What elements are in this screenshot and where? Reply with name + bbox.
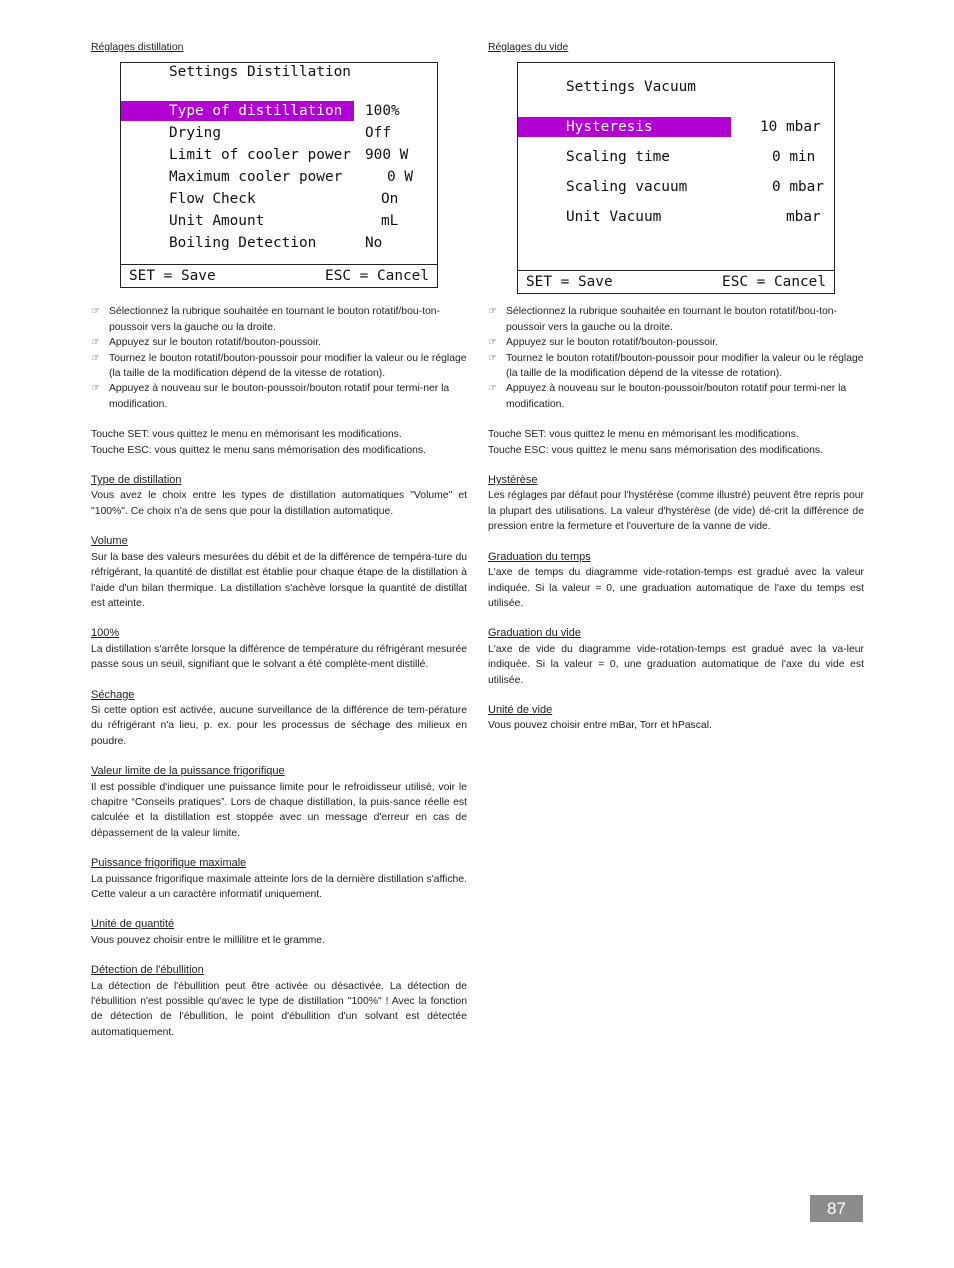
screen-title: Settings Distillation [169,64,351,81]
list-item: ☞ Sélectionnez la rubrique souhaitée en tournant le bouton rotatif/bou-ton-poussoir vers la gauche ou la droite. [91,306,440,333]
section-text: L'axe de vide du diagramme vide-rotation-temps est gradué avec la va-leur indiquée. Si la valeur = 0, une graduation automatique de l'axe du vide est utilisée. [488,643,864,686]
left-heading: Réglages distillation [91,42,184,53]
pointing-hand-icon: ☞ [91,306,100,318]
section-text: La puissance frigorifique maximale atteinte lors de la dernière distillation s'affiche. Cette valeur a un caractère informatif uniquement. [91,873,467,900]
menu-row-scaling-time[interactable] [518,147,834,167]
list-item: ☞ Sélectionnez la rubrique souhaitée en tournant le bouton rotatif/bou-ton-poussoir vers la gauche ou la droite. [488,306,837,333]
section-title: 100% [91,627,120,640]
pointing-hand-icon: ☞ [91,383,100,395]
section-title: Graduation du temps [488,550,591,563]
section-limit-cooler-power [91,764,467,841]
section-text: La distillation s'arrête lorsque la différence de température du réfrigérant mesurée passe sous un seuil, signifiant que le solvant a été complète-ment distillé. [91,643,467,671]
menu-row-unit-amount[interactable] [121,211,437,231]
instruction-list [91,304,467,412]
menu-row-label: Hysteresis [566,119,653,136]
menu-row-label: Type of distillation [169,103,343,120]
section-text: Vous pouvez choisir entre le millilitre et le gramme. [91,934,325,946]
menu-row-label: Flow Check [169,191,256,208]
section-text: Vous avez le choix entre les types de distillation automatiques "Volume" et "100%". Ce choix n'a de sens que pour la distillation automatique. [91,490,467,517]
menu-row-label: Scaling time [566,149,670,166]
section-text: Vous pouvez choisir entre mBar, Torr et hPascal. [488,720,712,732]
section-title: Graduation du vide [488,627,581,640]
section-vacuum-scaling [488,626,864,688]
key-descriptions [488,427,864,458]
menu-row-value: 10 mbar [760,119,821,136]
list-item: ☞ Appuyez à nouveau sur le bouton-poussoir/bouton rotatif pour termi-ner la modification. [91,383,450,410]
key-descriptions [91,427,467,458]
distillation-settings-screen [120,62,438,288]
section-sechage [91,688,467,750]
menu-row-value: 0 min [772,149,816,166]
screen-footer [518,270,834,293]
section-100-percent [91,626,467,672]
screen-title: Settings Vacuum [566,79,696,96]
section-text: Sur la base des valeurs mesurées du débit et de la différence de tempéra-ture du réfrigérant, la quantité de distillat est établie pour chaque étape de la distillation à l'aide d'un bilan thermique. La distillation s'achève lorsque la quantité de distillat est atteinte. [91,551,467,609]
menu-row-label: Boiling Detection [169,235,317,252]
list-item: ☞ Appuyez sur le bouton rotatif/bouton-poussoir. [91,335,467,350]
pointing-hand-icon: ☞ [488,306,497,318]
menu-row-label: Drying [169,125,221,142]
menu-row-label: Scaling vacuum [566,179,688,196]
pointing-hand-icon: ☞ [488,352,497,364]
menu-row-hysteresis[interactable] [518,117,834,137]
section-title: Volume [91,535,128,548]
set-save-hint: SET = Save [526,274,613,291]
pointing-hand-icon: ☞ [488,337,497,349]
menu-row-type-of-distillation[interactable] [121,101,437,121]
section-text: Les réglages par défaut pour l'hystérèse (comme illustré) peuvent être repris pour la plupart des utilisations. La valeur d'hystérèse (de vide) dé-crit la différence de pression entre la fermeture et l'ouverture de la vanne de vide. [488,490,864,533]
list-item: ☞ Tournez le bouton rotatif/bouton-poussoir pour modifier la valeur ou le réglage (la taille de la modification dépend de la vitesse de rotation). [91,352,467,380]
pointing-hand-icon: ☞ [488,383,497,395]
section-title: Valeur limite de la puissance frigorifique [91,765,285,778]
section-max-cooler-power [91,856,467,902]
key-set-text: Touche SET: vous quittez le menu en mémorisant les modifications. [488,429,799,441]
section-vacuum-unit [488,703,864,734]
section-text: Il est possible d'indiquer une puissance limite pour le refroidisseur utilisé, voir le chapitre “Conseils pratiques”. Lors de chaque distillation, la puis-sance réelle est calculée et la distillation est stoppée avec un message d'erreur en cas de dépassement de la valeur limite. [91,781,467,839]
list-item: ☞ Appuyez à nouveau sur le bouton-poussoir/bouton rotatif pour termi-ner la modification. [488,383,847,410]
menu-row-limit-cooler-power[interactable] [121,145,437,165]
screen-footer [121,264,437,287]
menu-row-label: Limit of cooler power [169,147,351,164]
section-text: La détection de l'ébullition peut être activée ou désactivée. La détection de l'ébullition n'est possible qu'avec le type de distillation "100%" ! Avec la fonction de détection de l'ébullition, le point d'ébullition d'un solvant est détectée automatiquement. [91,980,467,1038]
section-time-scaling [488,550,864,612]
menu-row-label: Unit Vacuum [566,209,662,226]
pointing-hand-icon: ☞ [91,352,100,364]
vacuum-settings-screen [517,62,835,294]
key-esc-text: Touche ESC: vous quittez le menu sans mémorisation des modifications. [91,444,426,456]
section-title: Hystérèse [488,474,538,487]
page-number: 87 [810,1195,863,1222]
section-title: Unité de quantité [91,918,175,931]
esc-cancel-hint: ESC = Cancel [722,274,826,291]
menu-row-value: mbar [786,209,821,226]
section-text: Si cette option est activée, aucune surveillance de la différence de tem-pérature du réfrigérant n'a lieu, p. ex. pour les processus de séchage des milieux en poudre. [91,704,467,747]
section-hysteresis [488,473,864,535]
menu-row-value: 0 mbar [772,179,824,196]
key-set-text: Touche SET: vous quittez le menu en mémorisant les modifications. [91,429,402,441]
section-title: Puissance frigorifique maximale [91,857,247,870]
section-type-distillation [91,473,467,519]
section-title: Détection de l'ébullition [91,964,204,977]
menu-row-value: 0 W [387,169,413,186]
section-title: Type de distillation [91,474,182,487]
section-volume [91,534,467,611]
list-item: ☞ Tournez le bouton rotatif/bouton-poussoir pour modifier la valeur ou le réglage (la taille de la modification dépend de la vitesse de rotation). [488,352,864,380]
pointing-hand-icon: ☞ [91,337,100,349]
menu-row-label: Maximum cooler power [169,169,343,186]
esc-cancel-hint: ESC = Cancel [325,268,429,285]
menu-row-scaling-vacuum[interactable] [518,177,834,197]
menu-row-value: 900 W [365,147,409,164]
left-column [91,40,467,1040]
right-column [488,40,864,734]
menu-row-maximum-cooler-power[interactable] [121,167,437,187]
menu-row-flow-check[interactable] [121,189,437,209]
section-title: Séchage [91,688,135,701]
menu-row-unit-vacuum[interactable] [518,207,834,227]
menu-row-value: On [381,191,399,208]
section-title: Unité de vide [488,703,553,716]
menu-row-value: No [365,235,383,252]
key-esc-text: Touche ESC: vous quittez le menu sans mémorisation des modifications. [488,444,823,456]
list-item: ☞ Appuyez sur le bouton rotatif/bouton-poussoir. [488,335,864,350]
menu-row-boiling-detection[interactable] [121,233,437,253]
set-save-hint: SET = Save [129,268,216,285]
section-text: L'axe de temps du diagramme vide-rotation-temps est gradué avec la valeur indiquée. Si la valeur = 0, une graduation automatique de l'axe du temps est utilisée. [488,567,864,609]
section-unit-amount [91,917,467,948]
menu-row-label: Unit Amount [169,213,265,230]
instruction-list [488,304,864,412]
menu-row-value: mL [381,213,399,230]
menu-row-value: Off [365,125,391,142]
section-boiling-detection [91,963,467,1040]
menu-row-drying[interactable] [121,123,437,143]
menu-row-value: 100% [365,103,400,120]
right-heading: Réglages du vide [488,42,569,53]
